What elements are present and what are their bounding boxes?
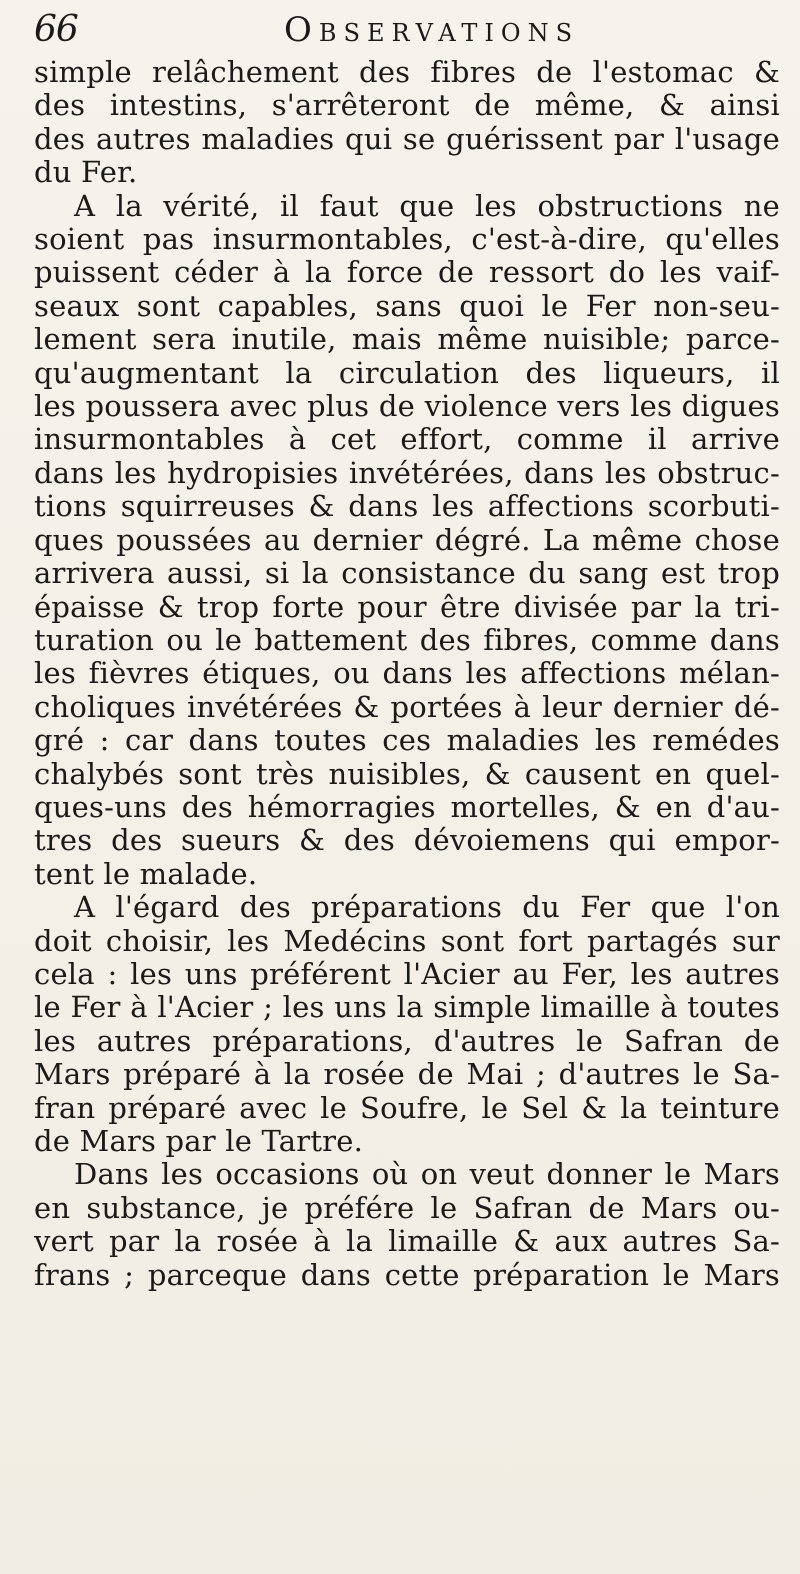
text-line: turation ou le battement des fibres, comme dans <box>34 623 780 657</box>
text-line: de Mars par le Tartre. <box>34 1125 364 1158</box>
text-line: frans ; parceque dans cette préparation le Mars <box>34 1258 780 1292</box>
text-line: choliques invétérées & portées à leur dernier dé- <box>34 690 780 724</box>
text-line: les fièvres étiques, ou dans les affections mélan- <box>34 657 780 691</box>
running-head: Observations <box>284 10 580 50</box>
text-line: fran préparé avec le Soufre, le Sel & la teinture <box>34 1091 780 1125</box>
text-line: A la vérité, il faut que les obstructions ne <box>74 189 780 223</box>
text-line: lement sera inutile, mais même nuisible; parce- <box>34 323 780 357</box>
text-line: Mars préparé à la rosée de Mai ; d'autres le Sa- <box>34 1058 780 1092</box>
text-line: tres des sueurs & des dévoiemens qui empor- <box>34 824 780 858</box>
text-line: A l'égard des préparations du Fer que l'on <box>74 891 780 925</box>
text-line: du Fer. <box>34 156 138 190</box>
text-line: dans les hydropisies invétérées, dans les obstruc- <box>34 456 780 490</box>
page-header <box>34 8 774 52</box>
text-line: soient pas insurmontables, c'est-à-dire, qu'elles <box>34 223 780 257</box>
body-text <box>34 56 780 1292</box>
text-line: qu'augmentant la circulation des liqueurs, il <box>34 356 780 390</box>
text-line: épaisse & trop forte pour être divisée par la tri- <box>34 590 780 624</box>
text-line: vert par la rosée à la limaille & aux autres Sa- <box>34 1225 780 1259</box>
text-line: le Fer à l'Acier ; les uns la simple limaille à toutes <box>34 991 780 1025</box>
text-line: cela : les uns préférent l'Acier au Fer, les autres <box>34 957 780 991</box>
text-line: ques poussées au dernier dégré. La même chose <box>34 523 780 557</box>
text-line: les autres préparations, d'autres le Safran de <box>34 1024 780 1058</box>
text-line: arrivera aussi, si la consistance du sang est trop <box>34 557 780 591</box>
text-line: ques-uns des hémorragies mortelles, & en d'au- <box>34 790 780 824</box>
text-line: gré : car dans toutes ces maladies les remédes <box>34 724 780 758</box>
text-line: simple relâchement des fibres de l'estomac & <box>34 56 780 89</box>
text-line: insurmontables à cet effort, comme il arrive <box>34 423 780 457</box>
text-line: des autres maladies qui se guérissent par l'usage <box>34 122 780 156</box>
page-number: 66 <box>34 9 78 50</box>
text-line: doit choisir, les Medécins sont fort partagés sur <box>34 924 780 958</box>
text-line: tent le malade. <box>34 857 258 891</box>
text-line: Dans les occasions où on veut donner le Mars <box>74 1158 780 1192</box>
text-line: seaux sont capables, sans quoi le Fer non-seu- <box>34 289 780 323</box>
text-line: des intestins, s'arrêteront de même, & ainsi <box>34 89 780 123</box>
text-line: les poussera avec plus de violence vers les digues <box>34 390 780 424</box>
text-line: puissent céder à la force de ressort do les vaif- <box>34 256 780 290</box>
text-line: chalybés sont très nuisibles, & causent en quel- <box>34 757 780 791</box>
text-line: en substance, je préfére le Safran de Mars ou- <box>34 1191 780 1225</box>
text-line: tions squirreuses & dans les affections scorbuti- <box>34 490 780 524</box>
